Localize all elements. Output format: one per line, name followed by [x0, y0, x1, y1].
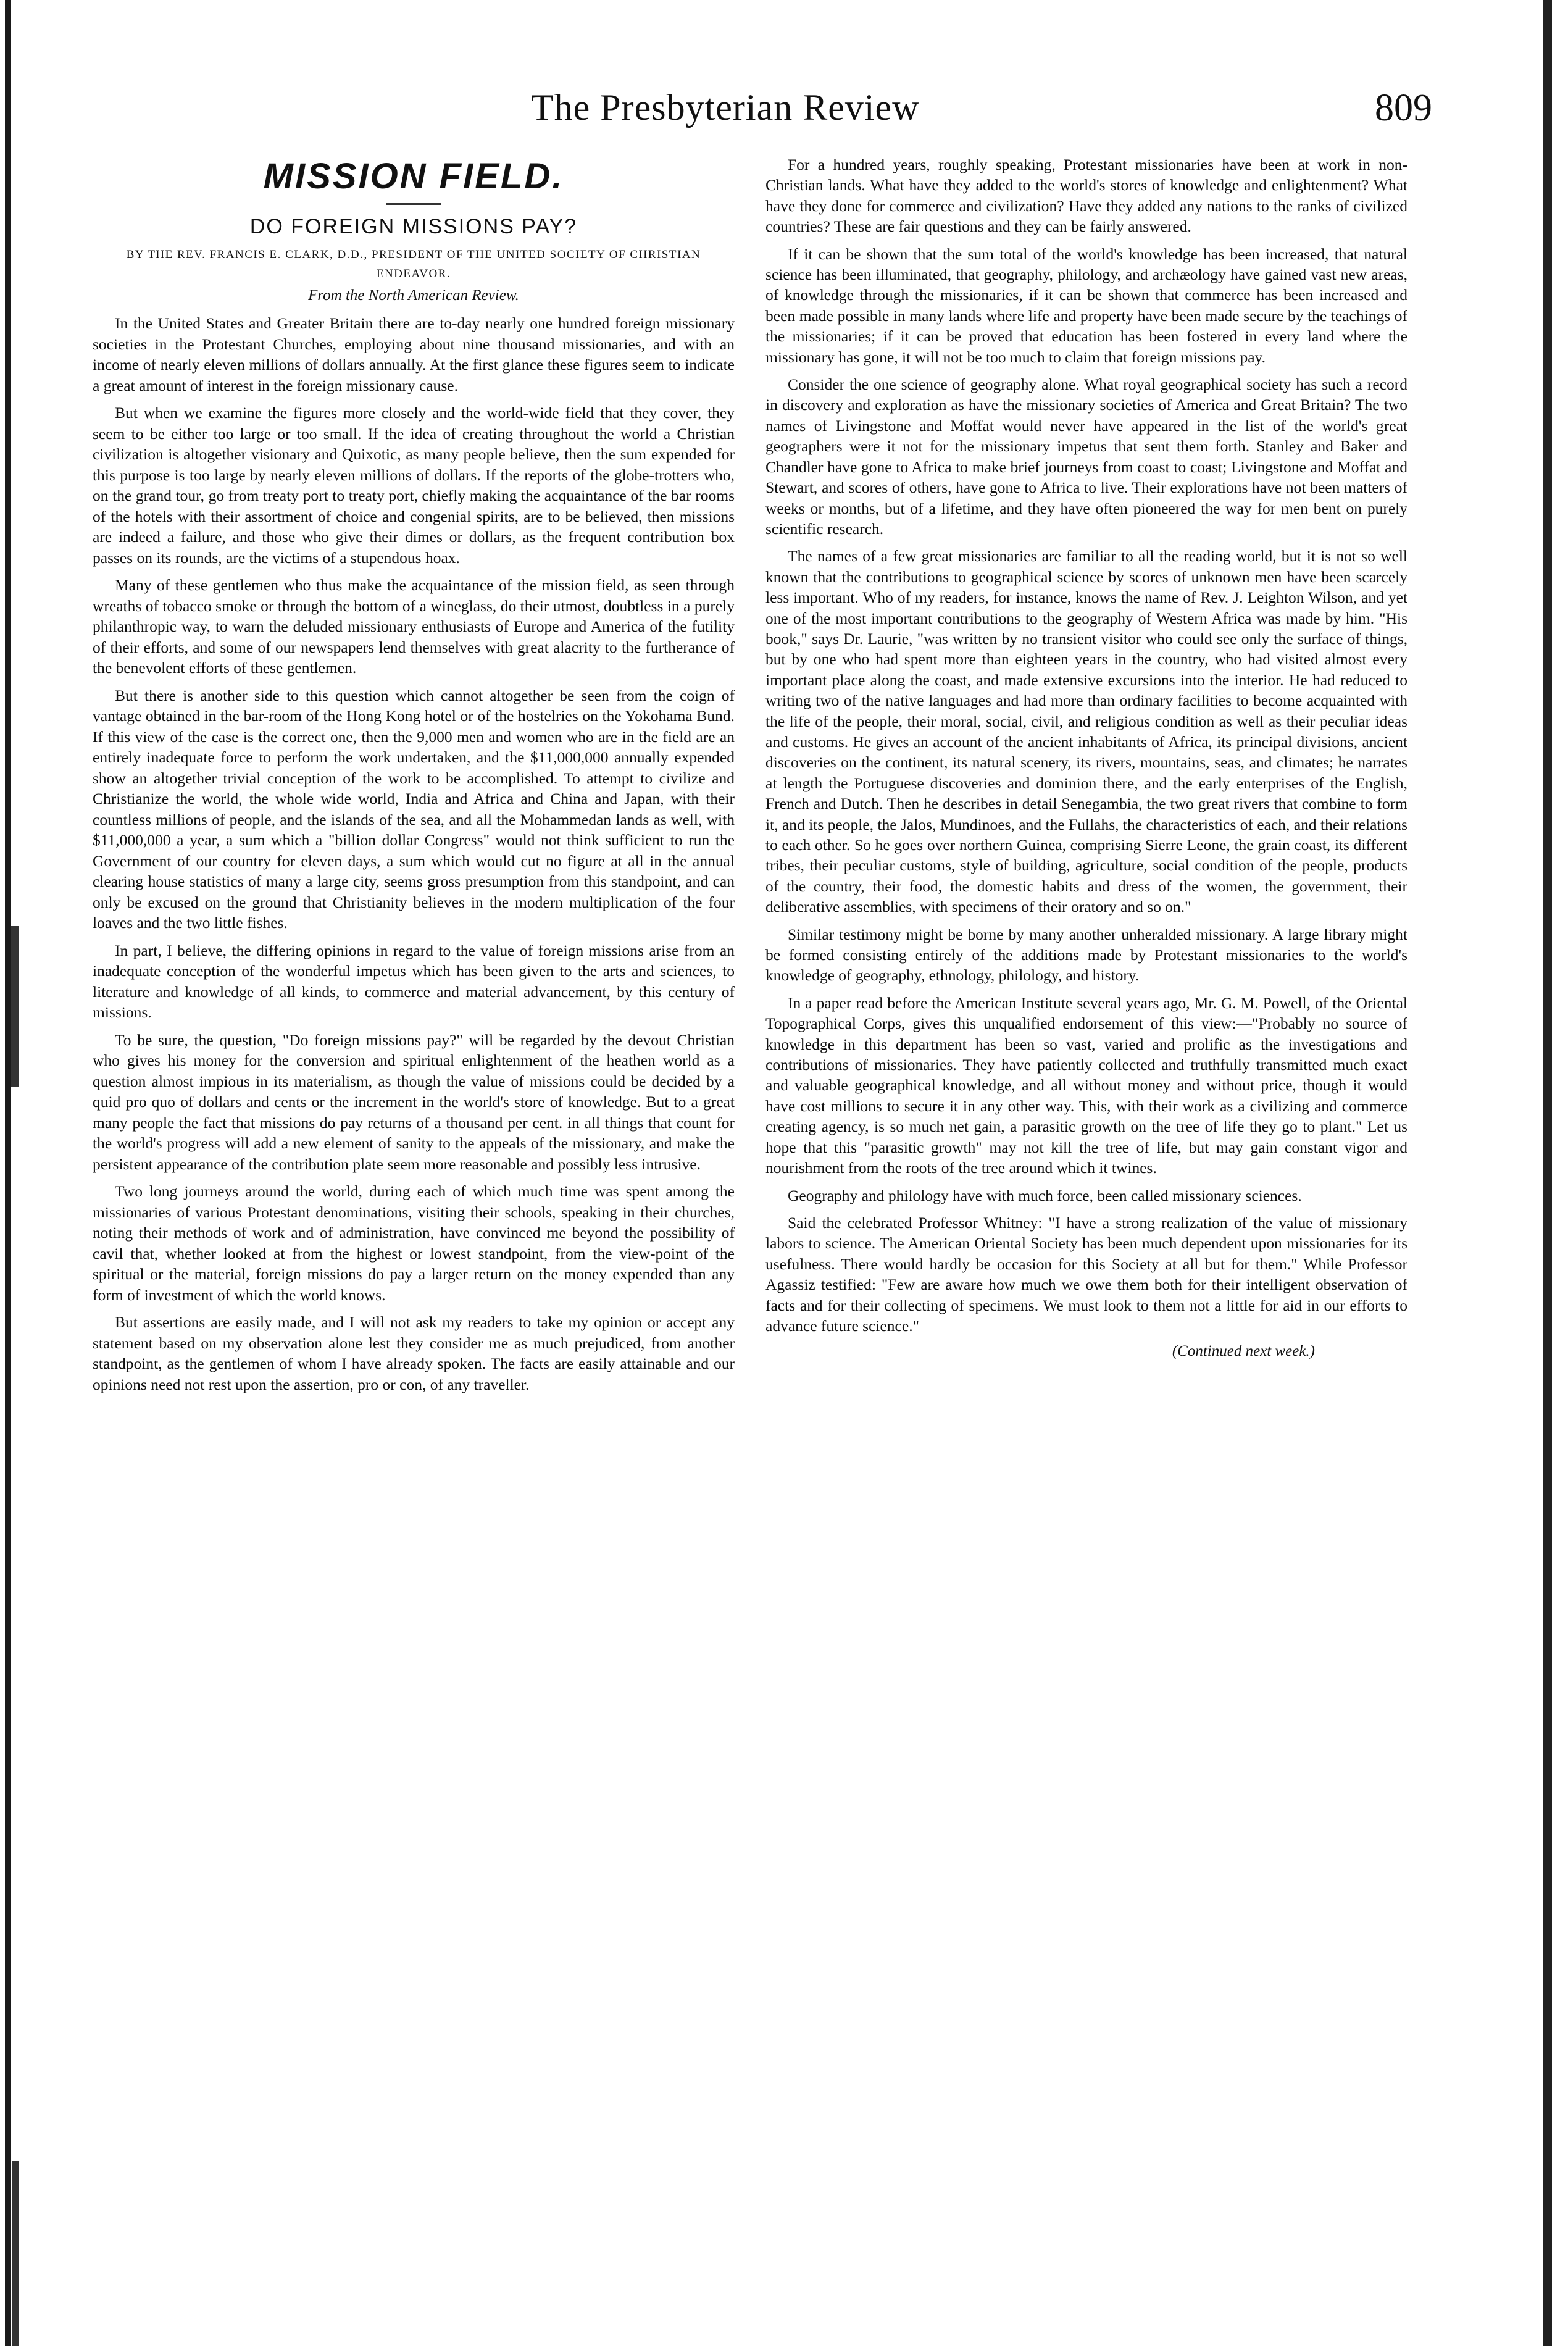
right-column: [765, 154, 1407, 1360]
running-head: [531, 86, 1432, 136]
paragraph: The names of a few great missionaries are familiar to all the reading world, but it is not so well known that the contributions to geographical science by scores of unknown men have been scarcely less important. Who of my readers, for instance, knows the name of Rev. J. Leighton Wilson, and yet one of the most important contributions to the geography of Western Africa was made by him. "His book," says Dr. Laurie, "was written by no transient visitor who could see only the surface of things, but by one who had spent more than eighteen years in the country, who had visited almost every important place along the coast, and made extensive excursions into the interior. He had reduced to writing two of the native languages and had more than ordinary facilities to become acquainted with the life of the people, their moral, social, civil, and religious condition as well as their peculiar ideas and customs. He gives an account of the ancient inhabitants of Africa, its principal divisions, ancient discoveries on the continent, its natural scenery, its rivers, mountains, seas, and climates; he narrates at length the Portuguese discoveries and dominion there, and the early enterprises of the English, French and Dutch. Then he describes in detail Senegambia, the two great rivers that combine to form it, and its people, the Jalos, Mundinoes, and the Fullahs, the characteristics of each, and their relations to each other. So he goes over northern Guinea, comprising Sierre Leone, the grain coast, its different tribes, their peculiar customs, style of building, agriculture, social condition of the people, products of the country, their food, the domestic habits and dress of the women, the government, their deliberative assemblies, with specimens of their oratory and so on.": [765, 547, 1407, 916]
left-column: [93, 154, 735, 1401]
paragraph: Similar testimony might be borne by many another unheralded missionary. A large library might be formed consisting entirely of the additions made by Protestant missionaries to the world's knowledge of geography, ethnology, philology, and history.: [765, 925, 1407, 985]
paragraph: To be sure, the question, "Do foreign missions pay?" will be regarded by the devout Christian who gives his money for the conversion and spiritual enlightenment of the heathen world as a question almost impious in its materialism, as though the value of missions could be decided by a quid pro quo of dollars and cents or the increment in the world's store of knowledge. But to a great many people the fact that missions do pay returns of a thousand per cent. in all things that count for the world's progress will add a new element of sanity to the appeals of the missionary, and make the persistent appearance of the contribution plate seem more reasonable and possibly less intrusive.: [93, 1030, 735, 1173]
paragraph: Consider the one science of geography alone. What royal geographical society has such a record in discovery and exploration as have the missionary societies of America and Great Britain? The two names of Livingstone and Moffat would never have appeared in the list of the world's great geographers were it not for the missionary impetus that sent them forth. Stanley and Baker and Chandler have gone to Africa to make brief journeys from coast to coast; Livingstone and Moffat and Stewart, and scores of others, have gone to Africa to live. Their explorations have not been matters of weeks or months, but of a lifetime, and they have often pioneered the way for men bent on purely scientific research.: [765, 375, 1407, 538]
paragraph: But when we examine the figures more closely and the world-wide field that they cover, they seem to be either too large or too small. If the idea of creating throughout the world a Christian civilization is altogether visionary and Quixotic, as many people believe, then the sum expended for this purpose is too large by nearly eleven millions of dollars. If the reports of the globe-trotters who, on the grand tour, go from treaty port to treaty port, chiefly making the acquaintance of the bar rooms of the hotels with their assortment of choice and congenial spirits, are to be believed, then missions are indeed a failure, and those who give their dimes or dollars, as the frequent contribution box passes on its rounds, are the victims of a stupendous hoax.: [93, 404, 735, 567]
paragraph: But there is another side to this question which cannot altogether be seen from the coign of vantage obtained in the bar-room of the Hong Kong hotel or of the hostelries on the Yokohama Bund. If this view of the case is the correct one, then the 9,000 men and women who are in the field are an entirely inadequate force to perform the work undertaken, and the $11,000,000 annually expended show an altogether trivial conception of the work to be accomplished. To attempt to civilize and Christianize the world, the whole wide world, India and Africa and China and Japan, with their countless millions of people, and the islands of the sea, and all the Mohammedan lands as well, with $11,000,000 a year, a sum which a "billion dollar Congress" would not think sufficient to run the Government of our country for eleven days, a sum which would cut no figure at all in the annual clearing house statistics of many a large city, seems gross presumption from this standpoint, and can only be excused on the ground that Christianity believes in the modern multiplication of the four loaves and the two little fishes.: [93, 686, 735, 932]
paragraph: In a paper read before the American Institute several years ago, Mr. G. M. Powell, of the Oriental Topographical Corps, gives this unqualified endorsement of this view:—"Probably no source of knowledge in this department has been so vast, varied and prolific as the investigations and contributions of missionaries. They have patiently collected and truthfully transmitted much exact and valuable geographical knowledge, and all without money and without price, though it would have cost millions to secure it in any other way. This, with their work as a civilizing and commerce creating agency, is so much net gain, a parasitic growth on the tree of life they go to plant." Let us hope that this "parasitic growth" may not kill the tree of life, but may gain constant vigor and nourishment from the roots of the tree around which it twines.: [765, 993, 1407, 1177]
journal-title: The Presbyterian Review: [531, 87, 920, 128]
paragraph: If it can be shown that the sum total of the world's knowledge has been increased, that natural science has been illuminated, that geography, philology, and archæology have gained vast new areas, of knowledge through the missionaries, if it can be shown that commerce has been increased and been made possible in many lands where life and property have been made secure by the teachings of the missionaries; if it can be proved that education has been fostered in every land where the missionary has gone, it will not be too much to claim that foreign missions pay.: [765, 244, 1407, 366]
paragraph: For a hundred years, roughly speaking, Protestant missionaries have been at work in non-Christian lands. What have they added to the world's stores of knowledge and enlightenment? What have they done for commerce and civilization? Have they added any nations to the ranks of civilized countries? These are fair questions and they can be fairly answered.: [765, 156, 1407, 236]
paragraph: Many of these gentlemen who thus make the acquaintance of the mission field, as seen through wreaths of tobacco smoke or through the bottom of a wineglass, do their utmost, doubtless in a purely philanthropic way, to warn the deluded missionary enthusiasts of Europe and America of the futility of their efforts, and some of our newspapers lend themselves with great alacrity to the furtherance of the benevolent efforts of these gentlemen.: [93, 576, 735, 677]
paragraph: Said the celebrated Professor Whitney: "I have a strong realization of the value of missionary labors to science. The American Oriental Society has been much dependent upon missionaries for its usefulness. There would hardly be occasion for this Society at all but for them." While Professor Agassiz testified: "Few are aware how much we owe them both for their intelligent observation of facts and for their collecting of specimens. We must look to them not a little for aid in our efforts to advance future science.": [765, 1213, 1407, 1335]
section-title: MISSION FIELD.: [263, 156, 564, 196]
paragraph: But assertions are easily made, and I will not ask my readers to take my opinion or accept any statement based on my observation alone lest they consider me as much prejudiced, from another standpoint, as the gentlemen of whom I have already spoken. The facts are easily attainable and our opinions need not rest upon the assertion, pro or con, of any traveller.: [93, 1313, 735, 1393]
section-divider: [386, 203, 441, 205]
paragraph: In the United States and Greater Britain there are to-day nearly one hundred foreign missionary societies in the Protestant Churches, employing about nine thousand missionaries, and with an income of nearly eleven millions of dollars annually. At the first glance these figures seem to indicate a great amount of interest in the foreign missionary cause.: [93, 314, 735, 394]
article-source: From the North American Review.: [308, 287, 519, 304]
scan-artifact: [11, 926, 19, 1087]
article-byline: BY THE REV. FRANCIS E. CLARK, D.D., PRESIDENT OF THE UNITED SOCIETY OF CHRISTIAN ENDEAVOR.: [126, 248, 701, 280]
continued-note: (Continued next week.): [1172, 1343, 1315, 1360]
page-number: 809: [1375, 87, 1432, 129]
paragraph: In part, I believe, the differing opinions in regard to the value of foreign missions arise from an inadequate conception of the wonderful impetus which has been given to the arts and sciences, to literature and knowledge of all kinds, to commerce and material advancement, by this century of missions.: [93, 941, 735, 1021]
left-binding-shadow: [5, 0, 11, 2346]
paragraph: Geography and philology have with much force, been called missionary sciences.: [788, 1186, 1302, 1204]
paragraph: Two long journeys around the world, during each of which much time was spent among the missionaries of various Protestant denominations, visiting their schools, speaking in their churches, noting their methods of work and of administration, have convinced me beyond the possibility of cavil that, whether looked at from the highest or lowest standpoint, from the view-point of the spiritual or the material, foreign missions do pay a larger return on the money expended than any form of investment of which the world knows.: [93, 1182, 735, 1304]
article-title: DO FOREIGN MISSIONS PAY?: [249, 215, 578, 238]
scan-artifact: [12, 2161, 19, 2346]
right-binding-shadow: [1543, 0, 1552, 2346]
